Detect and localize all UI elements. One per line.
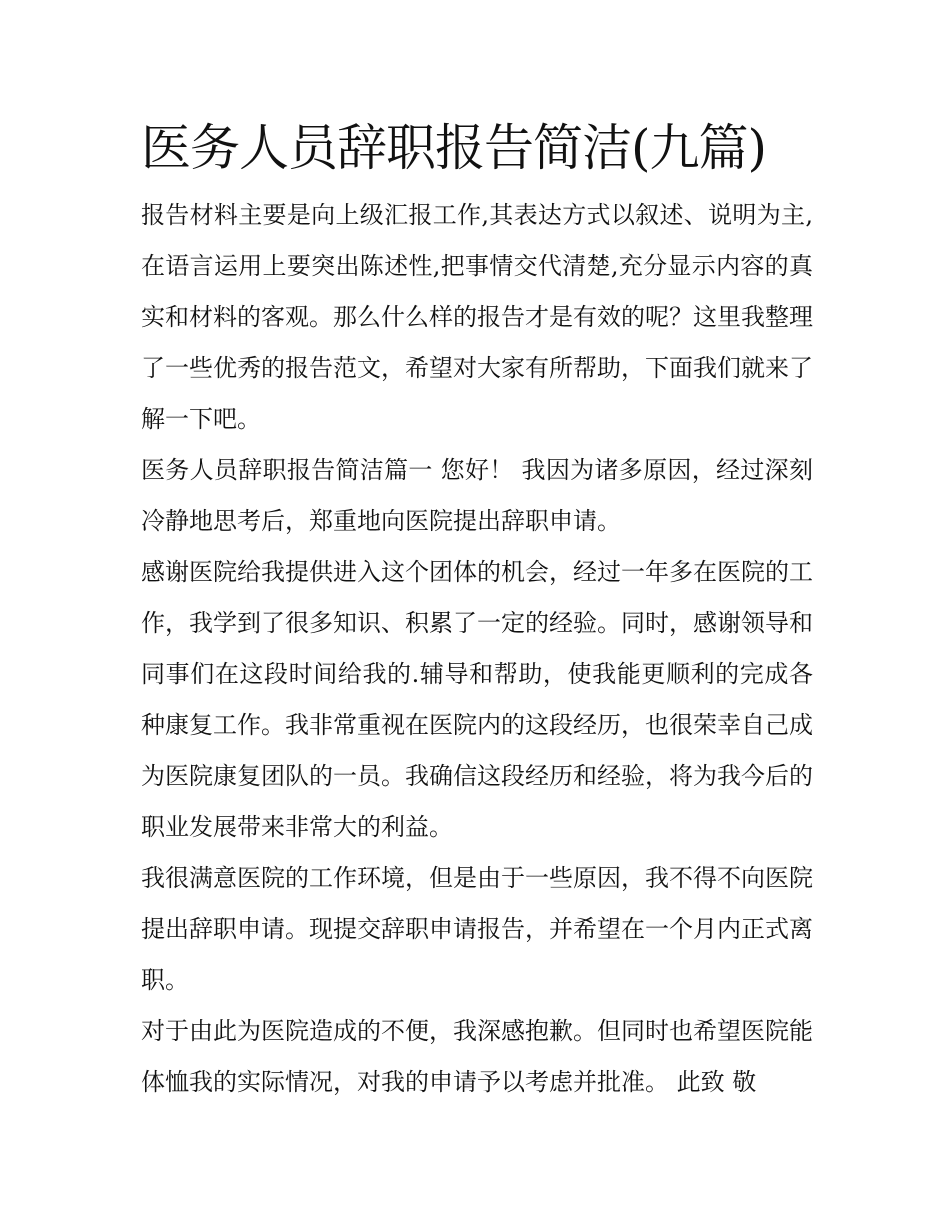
paragraph-greeting: 医务人员辞职报告简洁篇一 您好！ 我因为诸多原因，经过深刻冷静地思考后，郑重地向医院提出辞职申请。 <box>141 456 813 535</box>
paragraph-reason: 我很满意医院的工作环境，但是由于一些原因，我不得不向医院提出辞职申请。现提交辞职申请报告，并希望在一个月内正式离职。 <box>141 864 813 994</box>
paragraph-thanks: 感谢医院给我提供进入这个团体的机会，经过一年多在医院的工作，我学到了很多知识、积累了一定的经验。同时，感谢领导和同事们在这段时间给我的.辅导和帮助，使我能更顺利的完成各种康复工作。我非常重视在医院内的这段经历，也很荣幸自己成为医院康复团队的一员。我确信这段经历和经验，将为我今后的职业发展带来非常大的利益。 <box>141 558 813 841</box>
document-page <box>141 112 813 1108</box>
document-title: 医务人员辞职报告简洁(九篇) <box>141 119 767 177</box>
paragraph-apology: 对于由此为医院造成的不便，我深感抱歉。但同时也希望医院能体恤我的实际情况，对我的申请予以考虑并批准。 此致 敬 <box>141 1017 813 1096</box>
paragraph-intro: 报告材料主要是向上级汇报工作,其表达方式以叙述、说明为主,在语言运用上要突出陈述性,把事情交代清楚,充分显示内容的真实和材料的客观。那么什么样的报告才是有效的呢？这里我整理了一些优秀的报告范文，希望对大家有所帮助，下面我们就来了解一下吧。 <box>141 201 813 433</box>
